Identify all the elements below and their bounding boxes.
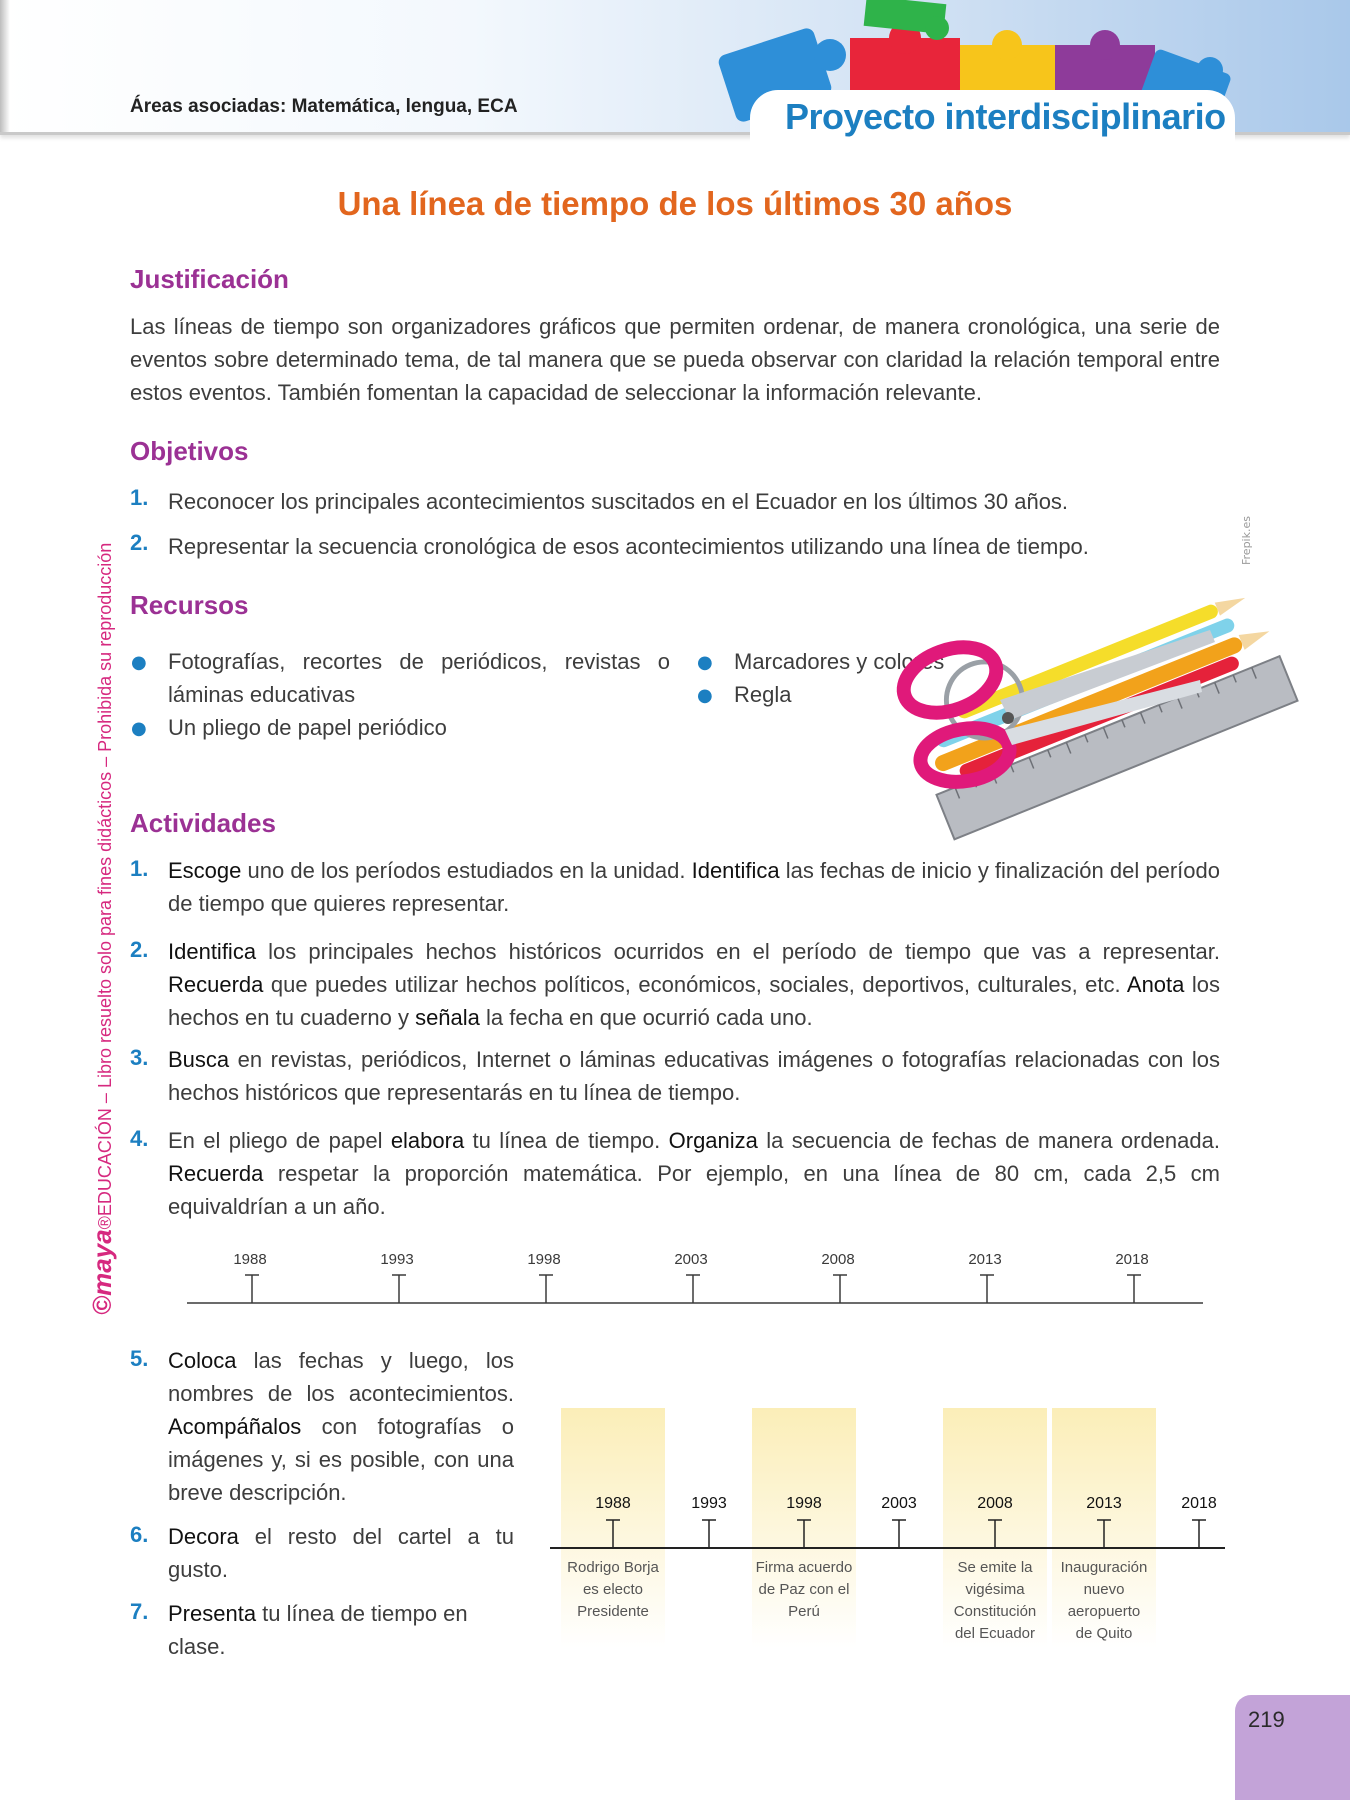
copyright-text: ®EDUCACIÓN – Libro resuelto solo para fines didácticos – Prohibida su reproducción	[95, 542, 115, 1230]
actividad-5-number: 5.	[130, 1346, 149, 1371]
text: las fechas y luego, los nombres de los acontecimientos.	[168, 1348, 514, 1406]
verb: Busca	[168, 1047, 230, 1072]
verb: Recuerda	[168, 972, 264, 997]
verb: Recuerda	[168, 1161, 264, 1186]
actividad-3-number: 3.	[130, 1045, 149, 1070]
text: la fecha en que ocurrió cada uno.	[479, 1005, 813, 1030]
event-description-line: del Ecuador	[954, 1625, 1036, 1642]
recurso-item: Fotografías, recortes de periódicos, revistas o láminas educativas	[168, 649, 670, 707]
verb: Anota	[1126, 972, 1185, 997]
text: los hechos en tu cuaderno y	[168, 972, 1220, 1030]
bullet-icon: ●	[131, 652, 147, 673]
event-description-line: aeropuerto	[1067, 1603, 1141, 1620]
image-credit: Frepik.es	[1240, 516, 1253, 565]
verb: Escoge	[168, 858, 242, 883]
brand-logo-text: ©maya	[87, 1229, 117, 1315]
actividad-3-text	[168, 1043, 1220, 1109]
actividad-1-text	[168, 854, 1220, 920]
event-description-line: Inauguración	[1060, 1559, 1148, 1576]
timeline-year-label: 1993	[380, 1251, 414, 1268]
timeline-year-label: 2003	[674, 1251, 708, 1268]
event-description-line: Firma acuerdo	[755, 1559, 853, 1576]
event-description-line: Presidente	[577, 1603, 649, 1620]
actividad-5-text	[168, 1344, 514, 1509]
justificacion-text: Las líneas de tiempo son organizadores gráficos que permiten ordenar, de manera cronológica, una serie de eventos sobre determinado tema, de tal manera que se pueda observar con claridad la relación temporal entre estos eventos. También fomentan la capacidad de seleccionar la información relevante.	[130, 314, 1220, 405]
verb: Presenta	[168, 1601, 257, 1626]
text: con fotografías o imágenes y, si es posible, con una breve descripción.	[168, 1414, 514, 1505]
text: tu línea de tiempo en clase.	[168, 1601, 468, 1659]
actividad-7-text	[168, 1597, 514, 1663]
text: las fechas de inicio y finalización del período de tiempo que quieres representar.	[168, 858, 1220, 916]
side-copyright	[87, 495, 118, 1315]
sample-timeline	[180, 1245, 1220, 1305]
recurso-item: Un pliego de papel periódico	[168, 715, 447, 740]
actividad-2-number: 2.	[130, 937, 149, 962]
event-description-line: Rodrigo Borja	[567, 1559, 659, 1576]
timeline-year-label: 2013	[1086, 1495, 1122, 1512]
event-description-line: Perú	[788, 1603, 820, 1620]
timeline-year-label: 2018	[1115, 1251, 1149, 1268]
timeline-year-label: 2013	[968, 1251, 1002, 1268]
actividad-2-text	[168, 935, 1220, 1034]
verb: Identifica	[691, 858, 780, 883]
text: el resto del cartel a tu gusto.	[168, 1524, 514, 1582]
event-description-line: de Quito	[1075, 1625, 1133, 1642]
objetivos-heading: Objetivos	[130, 436, 249, 466]
verb: Decora	[168, 1524, 239, 1549]
event-description-line: Se emite la	[957, 1559, 1033, 1576]
associated-areas: Áreas asociadas: Matemática, lengua, ECA	[130, 96, 518, 117]
text: que puedes utilizar hechos políticos, económicos, sociales, deportivos, culturales, etc.	[263, 972, 1127, 997]
page-number: 219	[1248, 1707, 1285, 1732]
actividad-6-number: 6.	[130, 1522, 149, 1547]
text: uno de los períodos estudiados en la unidad.	[241, 858, 692, 883]
actividad-6-text	[168, 1520, 514, 1586]
recurso-item: Marcadores y colores	[734, 649, 945, 674]
actividad-4-number: 4.	[130, 1126, 149, 1151]
event-description-line: de Paz con el	[758, 1581, 850, 1598]
example-timeline	[545, 1400, 1230, 1650]
bullet-icon: ●	[697, 685, 713, 706]
timeline-year-label: 2008	[821, 1251, 855, 1268]
timeline-year-label: 2008	[977, 1495, 1013, 1512]
text: respetar la proporción matemática. Por ejemplo, en una línea de 80 cm, cada 2,5 cm equivaldrían a un año.	[168, 1161, 1220, 1219]
recursos-heading: Recursos	[130, 590, 249, 620]
text: en revistas, periódicos, Internet o láminas educativas imágenes o fotografías relacionadas con los hechos históricos que representarás en tu línea de tiempo.	[168, 1047, 1220, 1105]
objetivo-2-number: 2.	[130, 530, 149, 555]
timeline-year-label: 1988	[233, 1251, 267, 1268]
verb: Identifica	[168, 939, 257, 964]
project-title: Proyecto interdisciplinario	[785, 96, 1226, 137]
actividades-heading: Actividades	[130, 808, 276, 838]
event-description-line: es electo	[582, 1581, 644, 1598]
timeline-year-label: 2018	[1181, 1495, 1217, 1512]
timeline-year-label: 1988	[595, 1495, 631, 1512]
page-title: Una línea de tiempo de los últimos 30 años	[337, 185, 1013, 222]
text: En el pliego de papel	[168, 1128, 391, 1153]
text: la secuencia de fechas de manera ordenada.	[757, 1128, 1220, 1153]
bullet-icon: ●	[131, 718, 147, 739]
actividad-1-number: 1.	[130, 856, 149, 881]
actividad-4-text	[168, 1124, 1220, 1223]
objetivo-2-text: Representar la secuencia cronológica de esos acontecimientos utilizando una línea de tiempo.	[168, 534, 1089, 559]
event-description-line: Constitución	[953, 1603, 1037, 1620]
justificacion-heading: Justificación	[130, 264, 289, 294]
timeline-year-label: 2003	[881, 1495, 917, 1512]
objetivo-1-number: 1.	[130, 485, 149, 510]
timeline-year-label: 1993	[691, 1495, 727, 1512]
verb: elabora	[390, 1128, 465, 1153]
verb: señala	[415, 1005, 480, 1030]
verb: Organiza	[668, 1128, 758, 1153]
timeline-year-label: 1998	[527, 1251, 561, 1268]
objetivo-1-text: Reconocer los principales acontecimientos suscitados en el Ecuador en los últimos 30 años.	[168, 489, 1069, 514]
event-description-line: vigésima	[965, 1581, 1025, 1598]
school-supplies-illustration	[880, 590, 1310, 850]
timeline-year-label: 1998	[786, 1495, 822, 1512]
verb: Coloca	[168, 1348, 237, 1373]
bullet-icon: ●	[697, 652, 713, 673]
event-description-line: nuevo	[1083, 1581, 1125, 1598]
verb: Acompáñalos	[168, 1414, 302, 1439]
actividad-7-number: 7.	[130, 1599, 149, 1624]
recurso-item: Regla	[734, 682, 792, 707]
text: tu línea de tiempo.	[464, 1128, 669, 1153]
text: los principales hechos históricos ocurridos en el período de tiempo que vas a representar.	[256, 939, 1220, 964]
